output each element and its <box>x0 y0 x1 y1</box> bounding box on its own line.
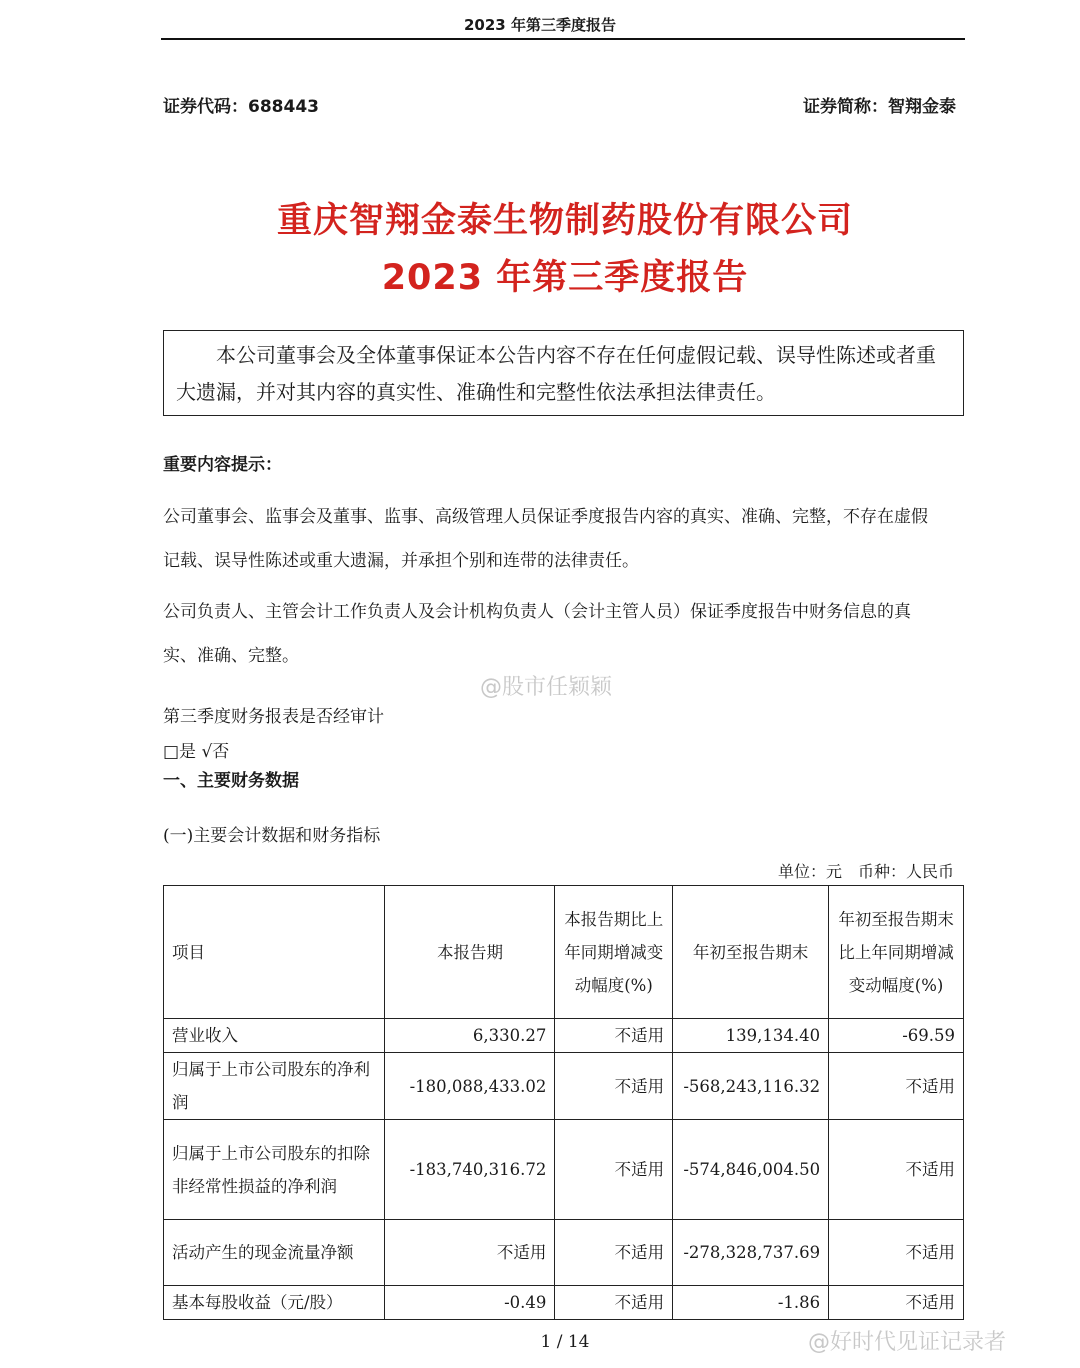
row-label: 营业收入 <box>164 1019 385 1053</box>
cell-current-period: 不适用 <box>385 1220 555 1286</box>
cell-ytd-change: 不适用 <box>829 1286 964 1320</box>
header-ytd: 年初至报告期末 <box>673 886 829 1019</box>
cell-current-period: -183,740,316.72 <box>385 1120 555 1220</box>
table-header-row <box>164 886 964 1019</box>
cell-current-period-change: 不适用 <box>555 1019 673 1053</box>
page-number: 1 / 14 <box>540 1332 590 1352</box>
table-row <box>164 1019 964 1053</box>
report-title-period: 2023 年第三季度报告 <box>381 258 749 298</box>
cell-current-period-change: 不适用 <box>555 1220 673 1286</box>
running-header: 2023 年第三季度报告 <box>464 16 616 34</box>
header-current-period-change: 本报告期比上年同期增减变动幅度(%) <box>555 886 673 1019</box>
highlights-heading: 重要内容提示： <box>163 455 282 475</box>
highlights-para-1: 公司董事会、监事会及董事、监事、高级管理人员保证季度报告内容的真实、准确、完整，不存在虚假记载、误导性陈述或重大遗漏，并承担个别和连带的法律责任。 <box>163 507 928 571</box>
watermark-bottom: @好时代见证记录者 <box>808 1330 1007 1355</box>
audit-answer: □是 √否 <box>163 742 230 762</box>
cell-current-period-change: 不适用 <box>555 1286 673 1320</box>
security-code: 证券代码：688443 <box>163 97 319 117</box>
cell-ytd: 139,134.40 <box>673 1019 829 1053</box>
header-current-period: 本报告期 <box>385 886 555 1019</box>
unit-currency-note: 单位：元 币种：人民币 <box>777 862 954 881</box>
cell-ytd-change: 不适用 <box>829 1220 964 1286</box>
header-item: 项目 <box>164 886 385 1019</box>
financial-data-table <box>163 885 964 1320</box>
row-label: 活动产生的现金流量净额 <box>164 1220 385 1286</box>
cell-ytd: -1.86 <box>673 1286 829 1320</box>
cell-ytd-change: -69.59 <box>829 1019 964 1053</box>
cell-current-period-change: 不适用 <box>555 1053 673 1120</box>
cell-ytd: -574,846,004.50 <box>673 1120 829 1220</box>
cell-current-period-change: 不适用 <box>555 1120 673 1220</box>
row-label: 基本每股收益（元/股） <box>164 1286 385 1320</box>
table-row <box>164 1053 964 1120</box>
section-heading: 一、主要财务数据 <box>163 771 299 791</box>
cell-current-period: -0.49 <box>385 1286 555 1320</box>
header-ytd-change: 年初至报告期末比上年同期增减变动幅度(%) <box>829 886 964 1019</box>
cell-ytd-change: 不适用 <box>829 1053 964 1120</box>
cell-ytd-change: 不适用 <box>829 1120 964 1220</box>
cell-current-period: -180,088,433.02 <box>385 1053 555 1120</box>
header-rule <box>161 38 965 40</box>
cell-current-period: 6,330.27 <box>385 1019 555 1053</box>
disclaimer-box <box>163 330 964 416</box>
watermark-middle: @股市任颖颖 <box>480 675 613 700</box>
report-title-company: 重庆智翔金泰生物制药股份有限公司 <box>276 201 853 241</box>
row-label: 归属于上市公司股东的净利润 <box>164 1053 385 1120</box>
row-label: 归属于上市公司股东的扣除非经常性损益的净利润 <box>164 1120 385 1220</box>
cell-ytd: -568,243,116.32 <box>673 1053 829 1120</box>
security-short-name: 证券简称：智翔金泰 <box>803 97 956 117</box>
table-row <box>164 1220 964 1286</box>
cell-ytd: -278,328,737.69 <box>673 1220 829 1286</box>
audit-question: 第三季度财务报表是否经审计 <box>163 707 384 727</box>
table-row <box>164 1120 964 1220</box>
table-row <box>164 1286 964 1320</box>
highlights-para-2: 公司负责人、主管会计工作负责人及会计机构负责人（会计主管人员）保证季度报告中财务信息的真实、准确、完整。 <box>163 602 911 666</box>
section-subheading: (一)主要会计数据和财务指标 <box>163 826 381 846</box>
disclaimer-text: 本公司董事会及全体董事保证本公告内容不存在任何虚假记载、误导性陈述或者重大遗漏，并对其内容的真实性、准确性和完整性依法承担法律责任。 <box>176 343 936 404</box>
